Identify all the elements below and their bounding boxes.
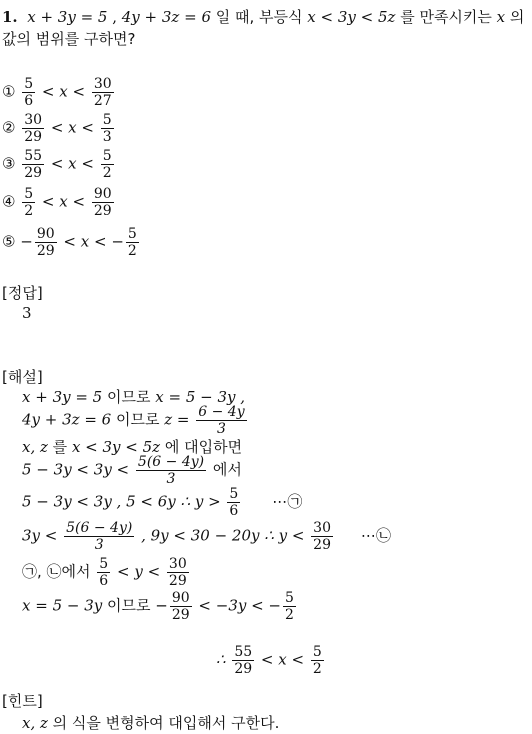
fraction [92, 186, 114, 219]
numerator: 90 [171, 590, 190, 606]
solution-math: 5 − 3y < 3y , 5 < 6y ∴ y > [22, 492, 226, 511]
question-text-end: 의 [505, 8, 525, 26]
fraction [101, 112, 114, 145]
hint-text [22, 712, 279, 733]
solution-math: z = [164, 410, 195, 429]
numerator: 5 [285, 590, 294, 606]
circled-mark-a: ⋯㉠ [272, 492, 303, 511]
solution-math: < y < [112, 562, 165, 581]
fraction [22, 76, 35, 109]
denominator: 29 [24, 129, 43, 145]
question-number: 1. [2, 8, 18, 26]
denominator: 2 [102, 165, 112, 181]
fraction [136, 454, 206, 487]
choice-marker: ② [2, 118, 16, 137]
choice-marker: ③ [2, 154, 16, 173]
solution-step-8 [22, 590, 298, 623]
variable-x: x [496, 8, 506, 26]
question-text-mid: 일 때, 부등식 [210, 8, 308, 26]
fraction [92, 76, 114, 109]
question-line-2: 값의 범위를 구하면? [2, 30, 136, 48]
inequality: x < 3y < 5z [307, 8, 396, 26]
solution-step-7 [22, 556, 191, 589]
denominator: 29 [36, 243, 55, 259]
numerator: 5 [312, 644, 322, 660]
solution-math: x + 3y = 5 [22, 388, 103, 406]
equation-1: x + 3y = 5 [27, 8, 108, 26]
denominator: 3 [166, 471, 176, 487]
choice-1[interactable] [2, 76, 116, 109]
hint-heading: [힌트] [2, 692, 43, 710]
circled-mark-b: ⋯㉡ [360, 526, 391, 545]
denominator: 2 [24, 203, 34, 219]
solution-step-4 [22, 454, 242, 487]
fraction [35, 226, 57, 259]
solution-math: 4y + 3z = 6 [22, 410, 112, 429]
numerator: 5 [102, 112, 112, 128]
choice-sign: − [20, 232, 33, 251]
fraction [311, 520, 333, 553]
denominator: 6 [24, 93, 34, 109]
numerator: 5 [229, 486, 239, 502]
denominator: 29 [234, 661, 253, 677]
solution-step-5 [22, 486, 302, 519]
fraction [311, 644, 324, 677]
denominator: 6 [99, 573, 109, 589]
numerator: 5 [24, 76, 34, 92]
question-text-tail: 를 만족시키는 [395, 8, 497, 26]
choice-marker: ① [2, 82, 16, 101]
choice-sign: − [111, 232, 124, 251]
solution-step-6 [22, 520, 391, 553]
solution-step-2 [22, 404, 249, 437]
denominator: 29 [168, 573, 187, 589]
numerator: 5 [99, 556, 109, 572]
denominator: 3 [102, 129, 112, 145]
numerator: 90 [93, 186, 112, 202]
numerator: 30 [93, 76, 112, 92]
solution-text: 에 대입하면 [160, 438, 243, 456]
numerator: 5 [127, 226, 137, 242]
fraction [22, 112, 44, 145]
hint-body: 의 식을 변형하여 대입해서 구한다. [47, 714, 280, 732]
question-line-1 [2, 6, 524, 27]
choice-inequality: < x < [46, 118, 99, 137]
solution-math: < x < [256, 650, 309, 669]
choice-4[interactable] [2, 186, 116, 219]
numerator: 6 − 4y [198, 404, 245, 420]
solution-math: x = 5 − 3y [22, 596, 103, 615]
choice-3[interactable] [2, 148, 116, 181]
fraction [196, 404, 246, 437]
fraction [170, 590, 192, 623]
solution-heading: [해설] [2, 368, 43, 386]
denominator: 29 [171, 607, 190, 623]
solution-text: 를 [47, 438, 72, 456]
solution-math: , 9y < 30 − 20y ∴ y < [136, 526, 310, 545]
solution-math: x = 5 − 3y , [155, 388, 246, 406]
choice-inequality: < x < [37, 192, 90, 211]
numerator: 30 [24, 112, 43, 128]
solution-text: ㉠, ㉡에서 [22, 562, 96, 581]
denominator: 6 [229, 503, 239, 519]
fraction [22, 148, 44, 181]
choice-5[interactable] [2, 226, 141, 259]
hint-math: x, z [22, 714, 48, 732]
numerator: 55 [234, 644, 253, 660]
equation-2: 4y + 3z = 6 [121, 8, 211, 26]
answer-heading: [정답] [2, 284, 43, 302]
numerator: 5(6 − 4y) [66, 520, 133, 536]
separator: , [107, 8, 122, 26]
denominator: 29 [313, 537, 331, 553]
fraction [97, 556, 110, 589]
numerator: 30 [168, 556, 187, 572]
denominator: 29 [24, 165, 43, 181]
solution-math: 3y < [22, 526, 63, 545]
denominator: 3 [94, 537, 104, 553]
numerator: 5(6 − 4y) [137, 454, 205, 470]
denominator: 29 [93, 203, 112, 219]
choice-marker: ⑤ [2, 232, 16, 251]
choice-marker: ④ [2, 192, 16, 211]
denominator: 2 [285, 607, 294, 623]
denominator: 27 [93, 93, 112, 109]
numerator: 90 [36, 226, 55, 242]
fraction [283, 590, 296, 623]
solution-math: < −3y < − [193, 596, 282, 615]
solution-text: 이므로 [102, 388, 156, 406]
denominator: 2 [127, 243, 137, 259]
fraction [22, 186, 35, 219]
solution-text: 이므로 [111, 410, 165, 429]
answer-value: 3 [22, 304, 32, 322]
fraction [167, 556, 189, 589]
therefore-symbol: ∴ [216, 650, 231, 669]
choice-2[interactable] [2, 112, 116, 145]
numerator: 55 [24, 148, 43, 164]
fraction [101, 148, 114, 181]
solution-text: 에서 [208, 460, 242, 479]
choice-inequality: < x < [37, 82, 90, 101]
solution-math: 5 − 3y < 3y < [22, 460, 134, 479]
fraction [126, 226, 139, 259]
numerator: 5 [24, 186, 34, 202]
choice-inequality: < x < [46, 154, 99, 173]
solution-text: 이므로 − [102, 596, 168, 615]
choice-inequality: < x < [58, 232, 112, 251]
fraction [227, 486, 240, 519]
fraction [64, 520, 134, 553]
solution-math: x < 3y < 5z [71, 438, 161, 456]
denominator: 3 [216, 421, 226, 437]
numerator: 5 [102, 148, 112, 164]
denominator: 2 [312, 661, 322, 677]
solution-math: x, z [22, 438, 48, 456]
numerator: 30 [313, 520, 331, 536]
fraction [232, 644, 254, 677]
solution-conclusion [216, 644, 326, 677]
